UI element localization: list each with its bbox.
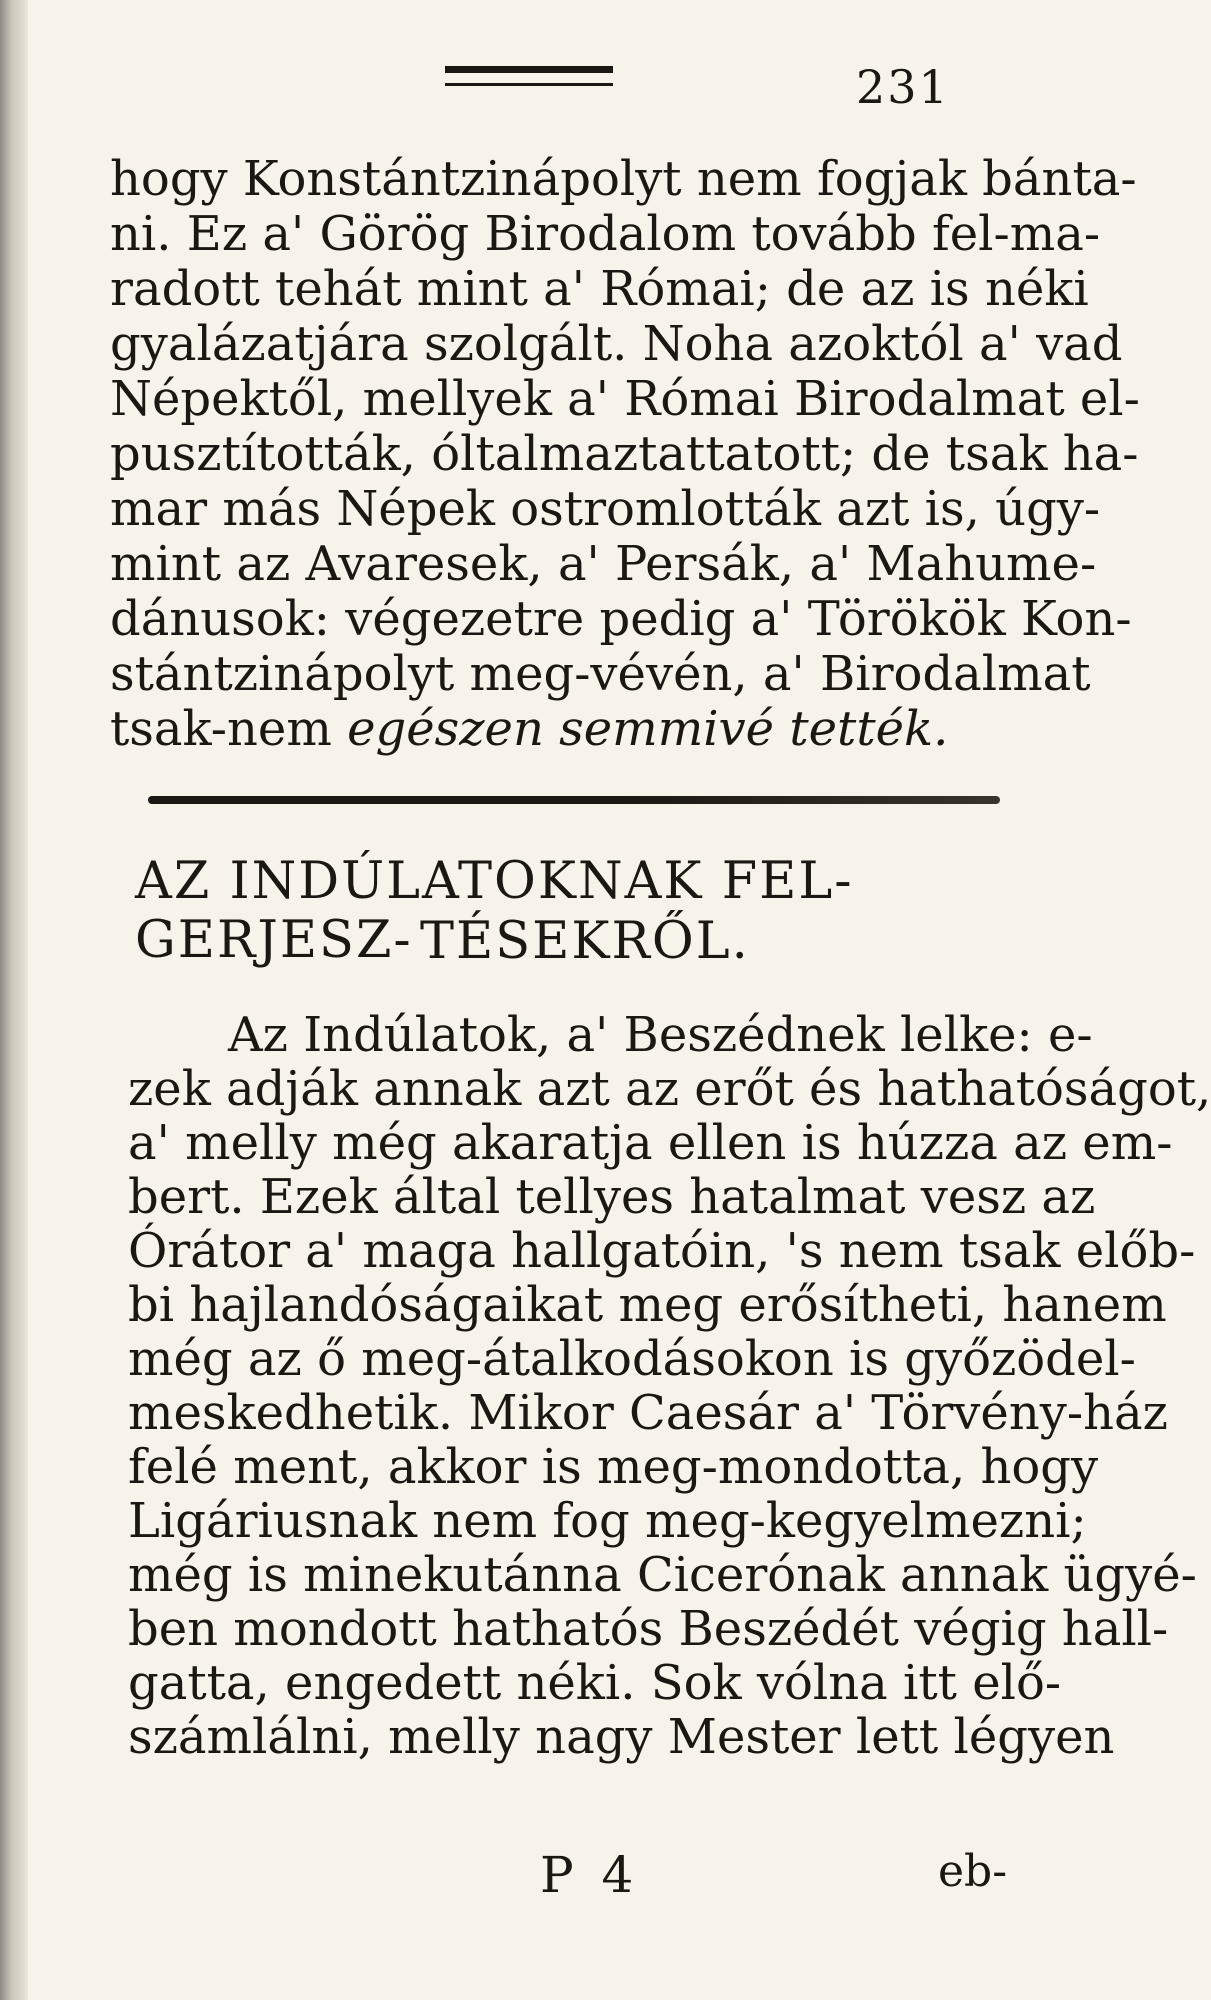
text-line: még is minekutánna Cicerónak annak ügyé- — [128, 1547, 1197, 1603]
text-line: bert. Ezek által tellyes hatalmat vesz az — [128, 1169, 1096, 1225]
text-line: pusztították, óltalmaztattatott; de tsak ha- — [110, 426, 1139, 482]
text-line: meskedhetik. Mikor Caesár a' Törvény-ház — [128, 1385, 1168, 1441]
text-line-start: tsak-nem — [110, 701, 348, 757]
text-line: mint az Avaresek, a' Persák, a' Mahume- — [110, 536, 1097, 592]
page-number: 231 — [856, 60, 950, 114]
text-line: zek adják annak azt az erőt és hathatóságot, — [128, 1061, 1211, 1117]
text-line: Órátor a' maga hallgatóin, 's nem tsak előb- — [128, 1223, 1196, 1279]
section-divider — [148, 796, 1000, 804]
text-line-last — [110, 702, 948, 757]
text-line: Az Indúlatok, a' Beszédnek lelke: e- — [228, 1007, 1093, 1063]
text-line: radott tehát mint a' Római; de az is néki — [110, 261, 1089, 317]
text-line: Ligáriusnak nem fog meg-kegyelmezni; — [128, 1493, 1087, 1549]
section-heading-line-2: TÉSEKRŐL. — [420, 912, 750, 971]
header-rule — [445, 66, 613, 86]
italic-emphasis: egészen semmivé tették. — [347, 701, 949, 757]
text-line: dánusok: végezetre pedig a' Törökök Kon- — [110, 591, 1132, 647]
text-line: felé ment, akkor is meg-mondotta, hogy — [128, 1439, 1099, 1495]
book-binding-edge — [0, 0, 28, 2000]
signature-mark: P 4 — [540, 1846, 640, 1904]
text-line: bi hajlandóságaikat meg erősítheti, hanem — [128, 1277, 1167, 1333]
text-line: ben mondott hathatós Beszédét végig hall- — [128, 1601, 1169, 1657]
text-line: gyalázatjára szolgált. Noha azoktól a' vad — [110, 316, 1123, 372]
text-line: még az ő meg-átalkodásokon is győzödel- — [128, 1331, 1136, 1387]
catchword: eb- — [938, 1846, 1008, 1897]
text-line: Népektől, mellyek a' Római Birodalmat el- — [110, 371, 1140, 427]
text-line: gatta, engedett néki. Sok vólna itt elő- — [128, 1655, 1062, 1711]
text-line: mar más Népek ostromlották azt is, úgy- — [110, 481, 1101, 537]
text-line: hogy Konstántzinápolyt nem fogjak bánta- — [110, 151, 1137, 207]
text-line: ni. Ez a' Görög Birodalom tovább fel-ma- — [110, 206, 1101, 262]
text-line: a' melly még akaratja ellen is húzza az em- — [128, 1115, 1173, 1171]
text-line: számlálni, melly nagy Mester lett légyen — [128, 1709, 1115, 1765]
text-line: stántzinápolyt meg-vévén, a' Birodalmat — [110, 646, 1091, 702]
section-heading-line-1: AZ INDÚLATOKNAK FEL-GERJESZ- — [135, 852, 854, 970]
